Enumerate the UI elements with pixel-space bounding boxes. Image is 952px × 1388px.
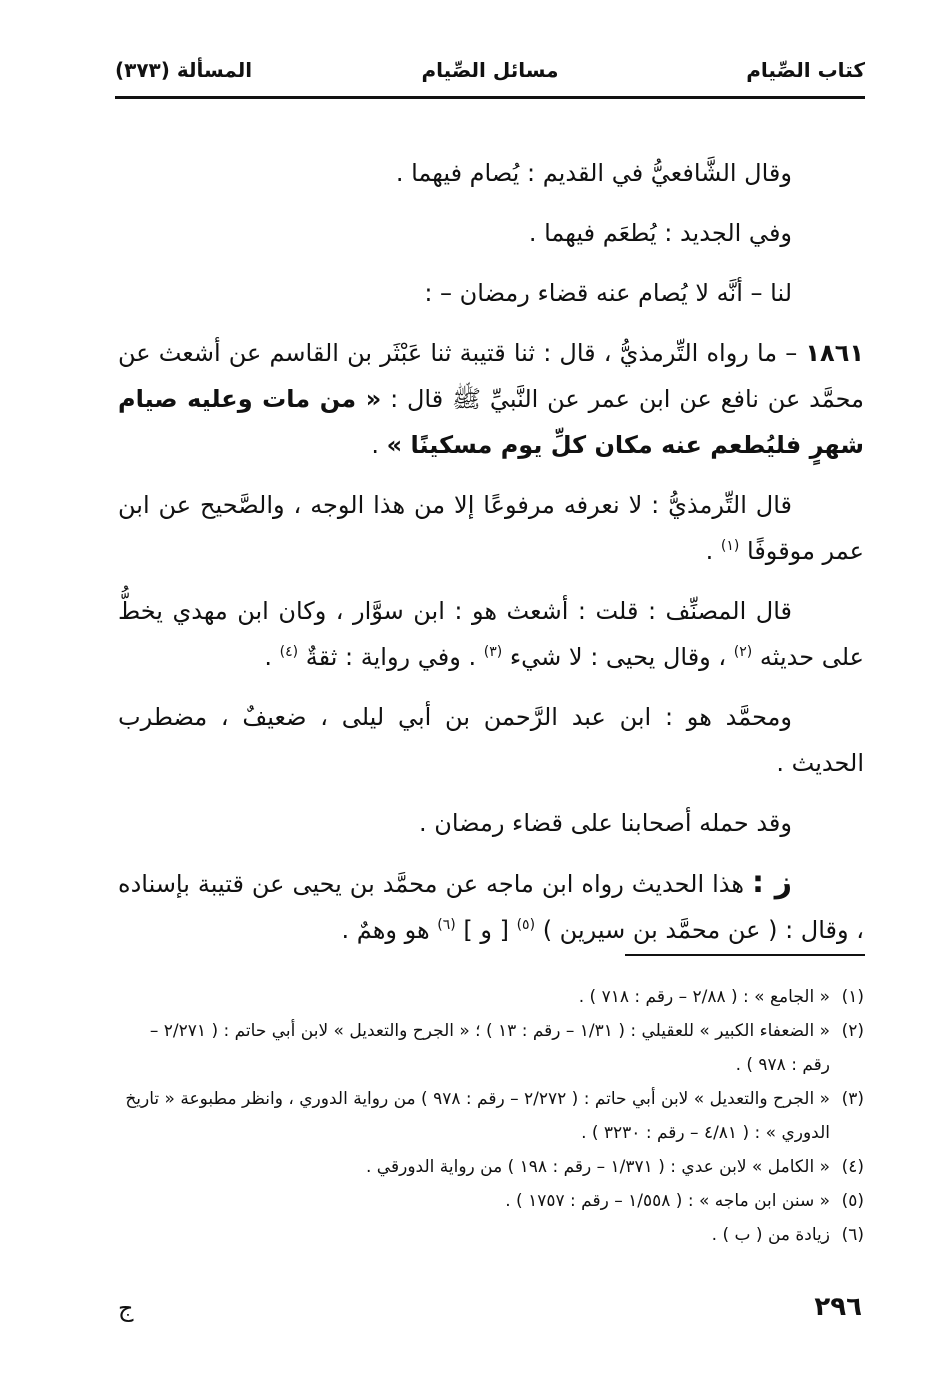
paragraph-text: ، وقال يحيى : لا شيء xyxy=(509,643,734,671)
footnote-number: (٦) xyxy=(841,1225,864,1245)
paragraph xyxy=(118,694,864,786)
hadith-number: ١٨٦١ xyxy=(805,339,864,367)
footnote xyxy=(118,1184,864,1218)
main-text xyxy=(118,150,864,967)
paragraph xyxy=(118,800,864,846)
footnote-ref: (٥) xyxy=(516,917,536,933)
editor-mark: ز : xyxy=(751,865,793,900)
printer-signature: ج xyxy=(118,1294,134,1322)
paragraph xyxy=(118,150,864,196)
paragraph-text: . وفي رواية : ثقةٌ xyxy=(305,643,484,671)
running-header xyxy=(115,52,865,88)
paragraph xyxy=(118,482,864,574)
footnote-divider xyxy=(625,954,865,956)
paragraph xyxy=(118,270,864,316)
footnote xyxy=(118,1150,864,1184)
paragraph-text: . xyxy=(371,431,387,459)
footnote xyxy=(118,1014,864,1082)
page-number: ٢٩٦ xyxy=(814,1292,862,1322)
footnote-number: (٢) xyxy=(841,1021,864,1041)
paragraph xyxy=(118,210,864,256)
paragraph-text: – ما رواه التِّرمذيُّ ، قال : ثنا قتيبة ثنا عَبْثَر بن القاسم عن أشعث عن محمَّد عن نافع عن ابن عمر عن النَّبيِّ ﷺ قال : xyxy=(118,339,865,413)
section-title: مسائل الصِّيام xyxy=(421,58,559,82)
paragraph-text: لنا – أنَّه لا يُصام عنه قضاء رمضان – : xyxy=(424,279,792,307)
footnote-text: « الضعفاء الكبير » للعقيلي : ( ١/٣١ – رقم : ١٣ ) ؛ « الجرح والتعديل » لابن أبي حاتم : ( ٢/٢٧١ – رقم : ٩٧٨ ) . xyxy=(149,1021,830,1075)
header-divider xyxy=(115,96,865,99)
issue-number: المسألة (٣٧٣) xyxy=(115,58,253,82)
footnote-ref: (٦) xyxy=(437,917,456,933)
footnote-number: (٣) xyxy=(841,1089,864,1109)
paragraph xyxy=(118,860,864,953)
footnote-number: (٤) xyxy=(841,1157,864,1177)
paragraph-text: هذا الحديث رواه ابن ماجه عن محمَّد بن يحيى عن قتيبة بإسناده ، وقال : ( عن محمَّد بن سيرين ) xyxy=(118,870,864,944)
footnote xyxy=(118,1082,864,1150)
footnote-number: (١) xyxy=(841,987,864,1007)
paragraph-text: . xyxy=(264,643,280,671)
footnote-ref: (١) xyxy=(720,538,740,554)
footnote-ref: (٤) xyxy=(279,644,299,660)
paragraph-text: [ و ] xyxy=(463,916,517,944)
footnote-ref: (٢) xyxy=(733,644,753,660)
paragraph-text: ومحمَّد هو : ابن عبد الرَّحمن بن أبي ليلى ، ضعيفٌ ، مضطرب الحديث . xyxy=(118,703,864,777)
paragraph-text: وفي الجديد : يُطعَم فيهما . xyxy=(528,219,792,247)
footnote-text: « الجامع » : ( ٢/٨٨ – رقم : ٧١٨ ) . xyxy=(578,987,830,1007)
paragraph-text: قال التِّرمذيُّ : لا نعرفه مرفوعًا إلا من هذا الوجه ، والصَّحيح عن ابن عمر موقوفًا xyxy=(118,491,864,565)
footnote-number: (٥) xyxy=(841,1191,864,1211)
paragraph-text: وقال الشَّافعيُّ في القديم : يُصام فيهما . xyxy=(395,159,792,187)
hadith-quote: « من مات وعليه صيام شهرٍ فليُطعم عنه مكان كلِّ يوم مسكينًا » xyxy=(118,385,864,459)
paragraph xyxy=(118,588,864,680)
footnote-text: « سنن ابن ماجه » : ( ١/٥٥٨ – رقم : ١٧٥٧ ) . xyxy=(505,1191,830,1211)
footnote-text: زيادة من ( ب ) . xyxy=(711,1225,830,1245)
book-title: كتاب الصِّيام xyxy=(746,58,865,82)
footnotes xyxy=(118,980,864,1252)
footnote-text: « الكامل » لابن عدي : ( ١/٣٧١ – رقم : ١٩٨ ) من رواية الدورقي . xyxy=(366,1157,830,1177)
footnote xyxy=(118,1218,864,1252)
paragraph-text: قال المصنِّف : قلت : أشعث هو : ابن سوَّار ، وكان ابن مهدي يخطُّ على حديثه xyxy=(118,597,864,671)
paragraph-text: . xyxy=(705,537,721,565)
paragraph-text: وقد حمله أصحابنا على قضاء رمضان . xyxy=(418,809,792,837)
footnote-ref: (٣) xyxy=(483,644,503,660)
paragraph-text: هو وهمٌ . xyxy=(341,916,438,944)
footnote xyxy=(118,980,864,1014)
footnote-text: « الجرح والتعديل » لابن أبي حاتم : ( ٢/٢٧٢ – رقم : ٩٧٨ ) من رواية الدوري ، وانظر مطبوعة « تاريخ الدوري » : ( ٤/٨١ – رقم : ٣٢٣٠ ) . xyxy=(125,1089,830,1143)
hadith-paragraph xyxy=(118,330,864,468)
